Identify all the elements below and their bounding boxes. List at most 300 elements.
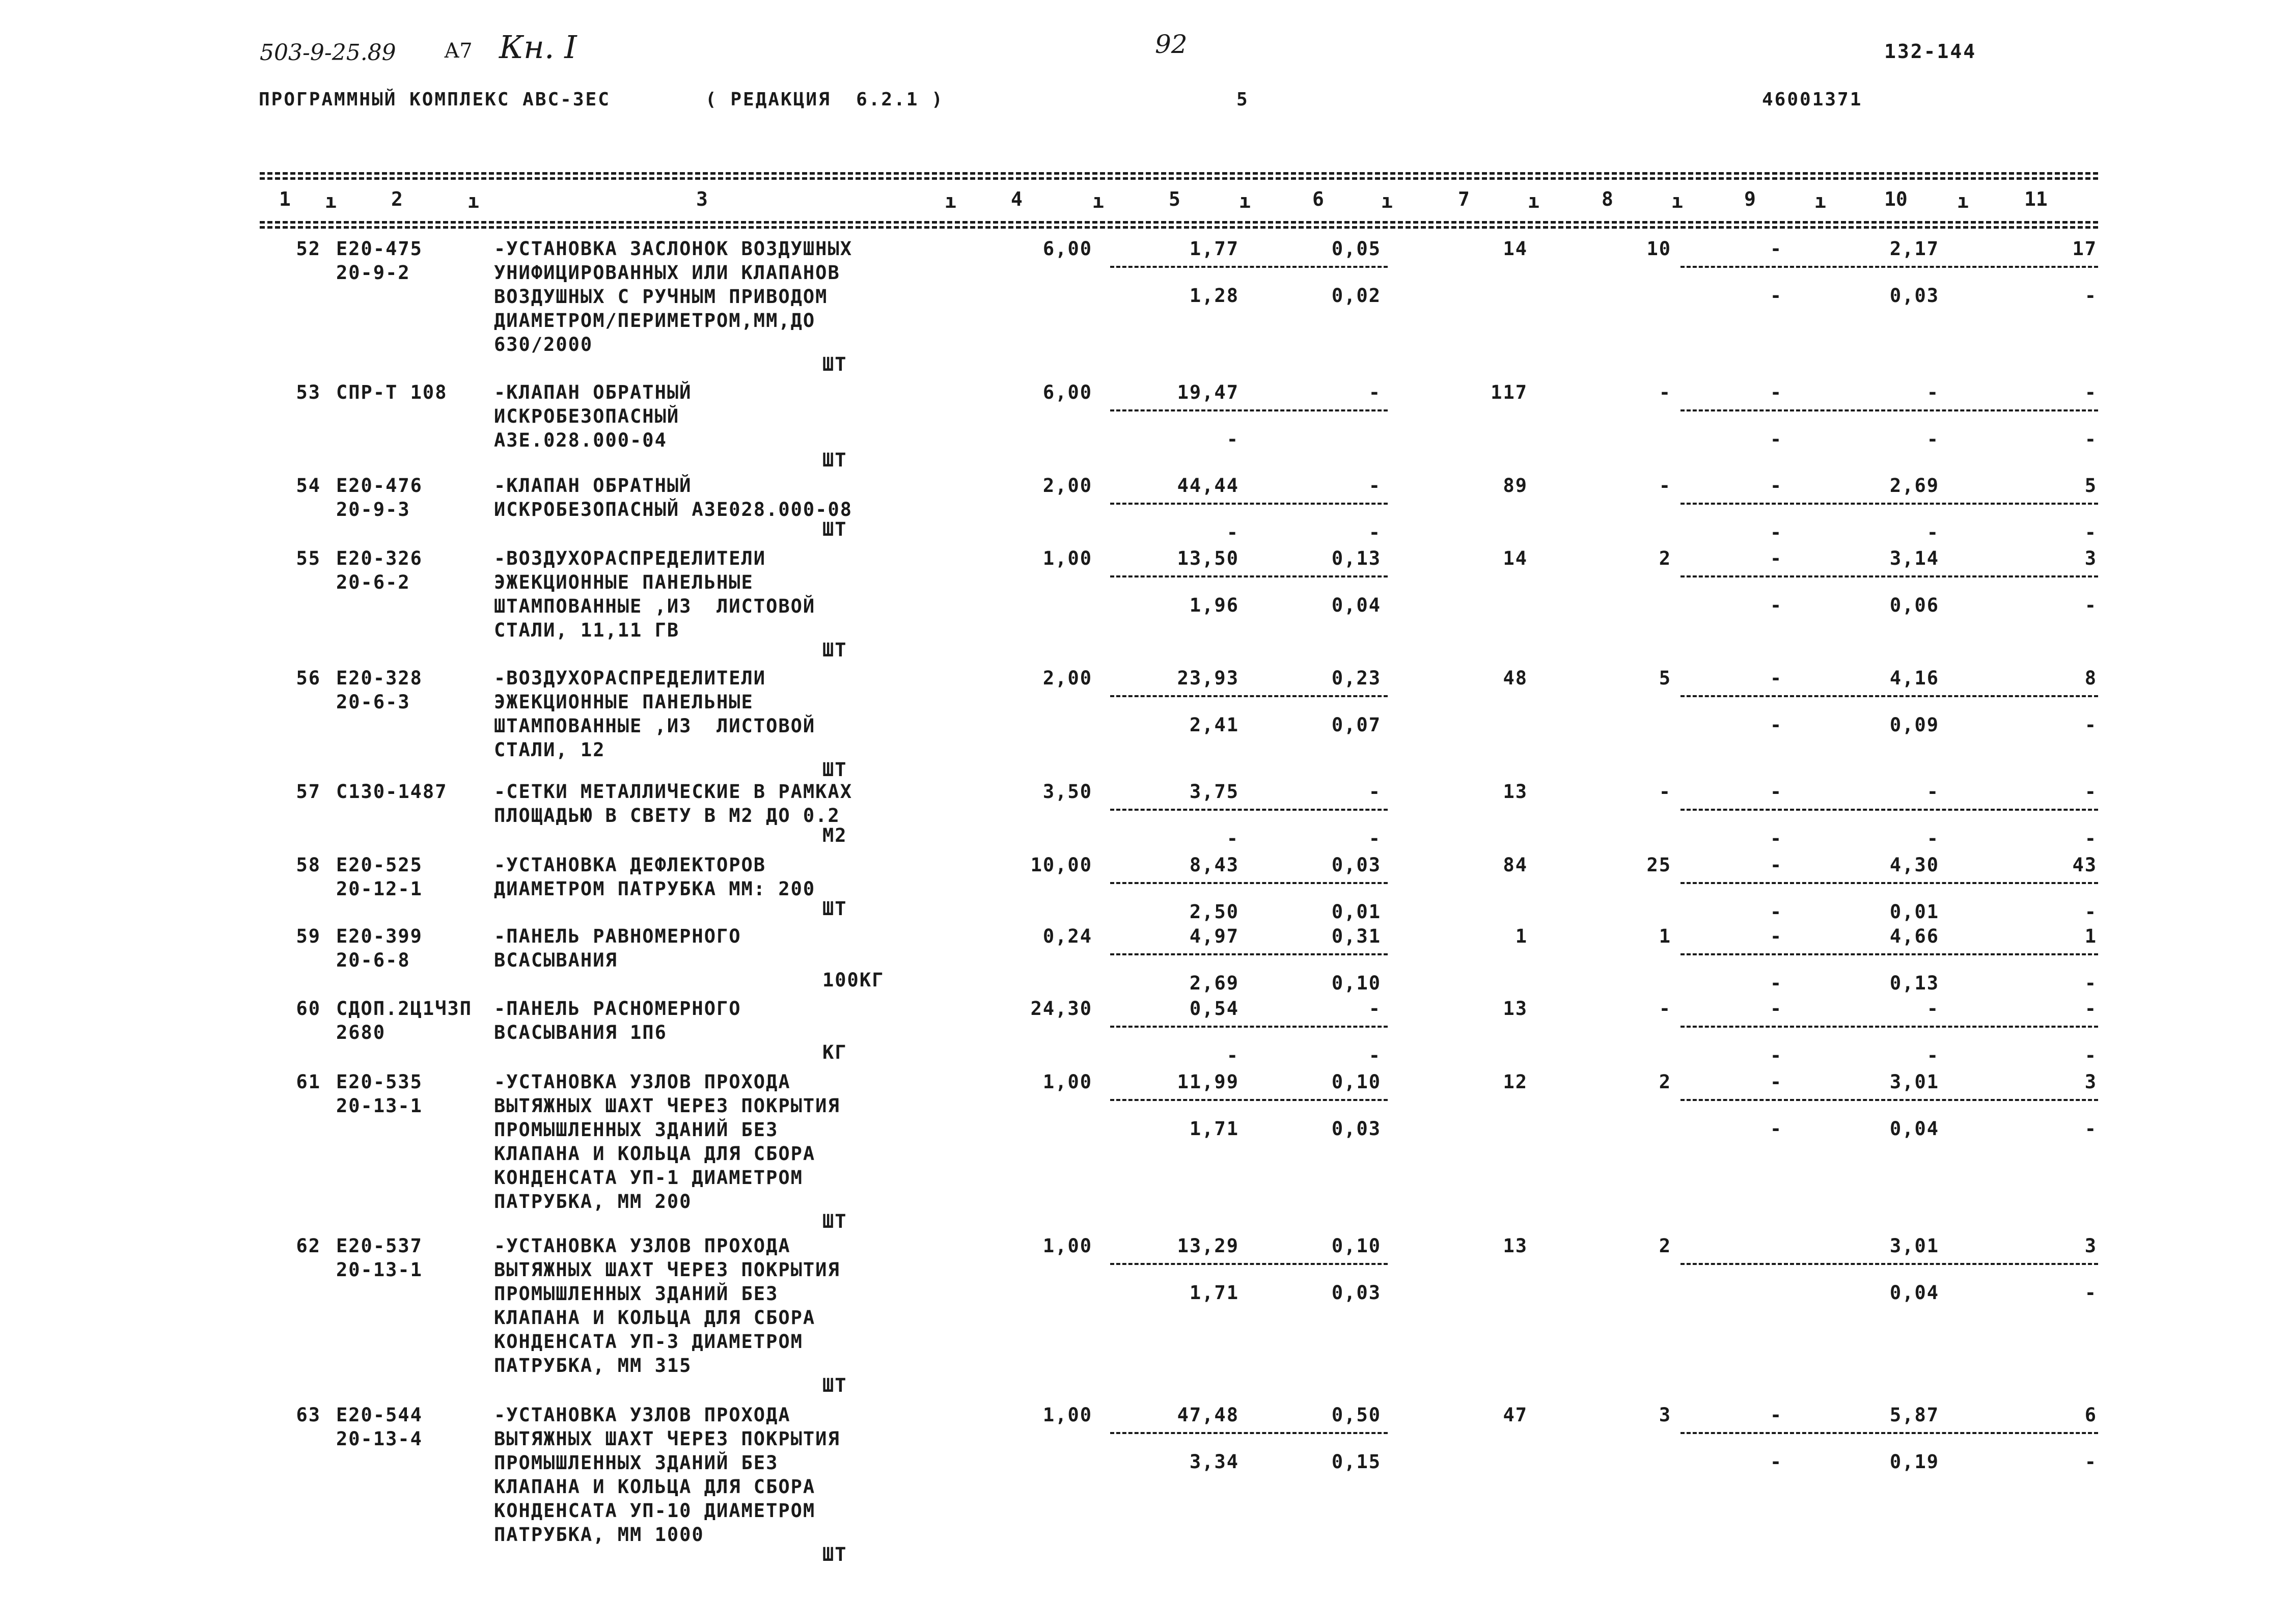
- description-line: -УСТАНОВКА УЗЛОВ ПРОХОДА: [494, 1235, 791, 1257]
- cell-c11: -: [2084, 1282, 2097, 1304]
- description-line: ЭЖЕКЦИОННЫЕ ПАНЕЛЬНЫЕ: [494, 571, 754, 593]
- cell-c9: -: [1770, 521, 1783, 543]
- cell-c10: -: [1926, 781, 1939, 803]
- cell-c6: -: [1368, 521, 1381, 543]
- cell-c11: 17: [2072, 238, 2097, 260]
- row-number: 53: [296, 381, 321, 403]
- value-divider-rule: [1681, 695, 2098, 697]
- description-line: -УСТАНОВКА ЗАСЛОНОК ВОЗДУШНЫХ: [494, 238, 853, 260]
- norm-code: Е20-535: [336, 1071, 423, 1093]
- cell-c10: 4,66: [1889, 925, 1939, 947]
- value-divider-rule: [1681, 409, 2098, 411]
- cell-c9: -: [1770, 475, 1783, 497]
- cell-c5: -: [1226, 521, 1239, 543]
- description-line: -ПАНЕЛЬ РАСНОМЕРНОГО: [494, 998, 741, 1020]
- cell-c6: 0,50: [1331, 1404, 1381, 1426]
- description-line: ЭЖЕКЦИОННЫЕ ПАНЕЛЬНЫЕ: [494, 691, 754, 713]
- cell-c10: 2,69: [1889, 475, 1939, 497]
- norm-code: Е20-475: [336, 238, 423, 260]
- cell-c10: 0,04: [1889, 1118, 1939, 1140]
- unit-of-measure: ШТ: [822, 759, 847, 781]
- description-line: 630/2000: [494, 334, 593, 355]
- quantity: 6,00: [1042, 238, 1092, 260]
- quantity: 1,00: [1042, 1404, 1092, 1426]
- norm-code: Е20-326: [336, 547, 423, 569]
- value-divider-rule: [1681, 503, 2098, 505]
- value-divider-rule: [1681, 266, 2098, 268]
- cell-c5: 1,77: [1189, 238, 1239, 260]
- cell-c6: -: [1368, 1044, 1381, 1066]
- value-divider-rule: [1681, 1263, 2098, 1265]
- norm-code: Е20-476: [336, 475, 423, 497]
- value-divider-rule: [1110, 503, 1388, 505]
- cell-c6: 0,31: [1331, 925, 1381, 947]
- norm-code: СДОП.2Ц1Ч3П: [336, 998, 473, 1020]
- cell-c8: 25: [1646, 854, 1671, 876]
- col-header: 3: [696, 188, 708, 210]
- cell-c11: 8: [2084, 667, 2097, 689]
- cell-c9: -: [1770, 547, 1783, 569]
- unit-of-measure: КГ: [822, 1041, 847, 1063]
- description-line: КОНДЕНСАТА УП-1 ДИАМЕТРОМ: [494, 1167, 803, 1189]
- cell-c6: 0,07: [1331, 714, 1381, 736]
- col-separator: ı: [945, 190, 956, 212]
- cell-c9: -: [1770, 428, 1783, 450]
- description-line: СТАЛИ, 12: [494, 739, 605, 761]
- cell-c9: -: [1770, 998, 1783, 1020]
- page-handwritten: 92: [1155, 30, 1188, 59]
- description-line: ПЛОЩАДЬЮ В СВЕТУ В М2 ДО 0.2: [494, 805, 840, 827]
- cell-c5: 0,54: [1189, 998, 1239, 1020]
- description-line: -ВОЗДУХОРАСПРЕДЕЛИТЕЛИ: [494, 667, 766, 689]
- norm-code: 20-9-2: [336, 262, 410, 284]
- cell-c10: -: [1926, 998, 1939, 1020]
- cell-c7: 1: [1515, 925, 1528, 947]
- cell-c7: 84: [1503, 854, 1528, 876]
- quantity: 3,50: [1042, 781, 1092, 803]
- quantity: 1,00: [1042, 1071, 1092, 1093]
- cell-c10: 0,13: [1889, 972, 1939, 994]
- description-line: ИСКРОБЕЗОПАСНЫЙ: [494, 405, 680, 427]
- document-code: 503-9-25.89: [260, 40, 396, 66]
- norm-code: Е20-537: [336, 1235, 423, 1257]
- cell-c6: 0,10: [1331, 1235, 1381, 1257]
- norm-code: Е20-328: [336, 667, 423, 689]
- cell-c9: -: [1770, 781, 1783, 803]
- description-line: ДИАМЕТРОМ/ПЕРИМЕТРОМ,ММ,ДО: [494, 310, 816, 332]
- description-line: КОНДЕНСАТА УП-10 ДИАМЕТРОМ: [494, 1500, 816, 1522]
- cell-c10: 0,06: [1889, 594, 1939, 616]
- cell-c11: -: [2084, 972, 2097, 994]
- description-line: КЛАПАНА И КОЛЬЦА ДЛЯ СБОРА: [494, 1476, 816, 1498]
- cell-c5: 8,43: [1189, 854, 1239, 876]
- col-header: 8: [1602, 188, 1613, 210]
- cell-c11: 6: [2084, 1404, 2097, 1426]
- cell-c11: -: [2084, 381, 2097, 403]
- cell-c10: 0,03: [1889, 285, 1939, 307]
- cell-c5: 13,50: [1177, 547, 1239, 569]
- quantity: 6,00: [1042, 381, 1092, 403]
- col-separator: ı: [1957, 190, 1969, 212]
- cell-c9: -: [1770, 714, 1783, 736]
- description-line: ШТАМПОВАННЫЕ ,ИЗ ЛИСТОВОЙ: [494, 715, 816, 737]
- cell-c9: -: [1770, 381, 1783, 403]
- description-line: -СЕТКИ МЕТАЛЛИЧЕСКИЕ В РАМКАХ: [494, 781, 853, 803]
- value-divider-rule: [1681, 1099, 2098, 1101]
- cell-c6: 0,04: [1331, 594, 1381, 616]
- value-divider-rule: [1110, 882, 1388, 884]
- value-divider-rule: [1110, 1099, 1388, 1101]
- quantity: 1,00: [1042, 1235, 1092, 1257]
- header-bottom-rule: [260, 221, 2098, 224]
- value-divider-rule: [1110, 809, 1388, 811]
- header-bottom-rule-2: [260, 226, 2098, 229]
- description-line: ПАТРУБКА, ММ 1000: [494, 1524, 704, 1546]
- cell-c8: -: [1659, 998, 1671, 1020]
- cell-c5: 2,50: [1189, 901, 1239, 923]
- description-line: -УСТАНОВКА УЗЛОВ ПРОХОДА: [494, 1404, 791, 1426]
- norm-code: 20-9-3: [336, 499, 410, 520]
- cell-c5: 1,71: [1189, 1118, 1239, 1140]
- cell-c11: 43: [2072, 854, 2097, 876]
- col-header: 2: [391, 188, 403, 210]
- description-line: -КЛАПАН ОБРАТНЫЙ: [494, 475, 692, 497]
- cell-c5: 4,97: [1189, 925, 1239, 947]
- cell-c6: 0,10: [1331, 972, 1381, 994]
- cell-c10: 0,01: [1889, 901, 1939, 923]
- cell-c11: -: [2084, 521, 2097, 543]
- cell-c6: -: [1368, 781, 1381, 803]
- cell-c5: -: [1226, 428, 1239, 450]
- value-divider-rule: [1110, 266, 1388, 268]
- row-number: 59: [296, 925, 321, 947]
- cell-c11: 5: [2084, 475, 2097, 497]
- description-line: ДИАМЕТРОМ ПАТРУБКА ММ: 200: [494, 878, 816, 900]
- cell-c8: 3: [1659, 1404, 1671, 1426]
- cell-c7: 47: [1503, 1404, 1528, 1426]
- description-line: УНИФИЦИРОВАННЫХ ИЛИ КЛАПАНОВ: [494, 262, 840, 284]
- unit-of-measure: ШТ: [822, 1374, 847, 1396]
- description-line: -ВОЗДУХОРАСПРЕДЕЛИТЕЛИ: [494, 547, 766, 569]
- unit-of-measure: ШТ: [822, 1210, 847, 1232]
- cell-c5: 23,93: [1177, 667, 1239, 689]
- description-line: -УСТАНОВКА УЗЛОВ ПРОХОДА: [494, 1071, 791, 1093]
- value-divider-rule: [1681, 882, 2098, 884]
- unit-of-measure: ШТ: [822, 353, 847, 375]
- cell-c7: 89: [1503, 475, 1528, 497]
- value-divider-rule: [1681, 575, 2098, 577]
- cell-c9: -: [1770, 1044, 1783, 1066]
- cell-c5: 47,48: [1177, 1404, 1239, 1426]
- cell-c10: 4,16: [1889, 667, 1939, 689]
- cell-c11: -: [2084, 714, 2097, 736]
- cell-c10: -: [1926, 521, 1939, 543]
- value-divider-rule: [1681, 1026, 2098, 1028]
- cell-c9: -: [1770, 1071, 1783, 1093]
- cell-c6: -: [1368, 381, 1381, 403]
- norm-code: 20-12-1: [336, 878, 423, 900]
- cell-c10: -: [1926, 381, 1939, 403]
- cell-c6: 0,15: [1331, 1451, 1381, 1473]
- cell-c5: -: [1226, 828, 1239, 849]
- value-divider-rule: [1110, 409, 1388, 411]
- cell-c8: 1: [1659, 925, 1671, 947]
- norm-code: Е20-544: [336, 1404, 423, 1426]
- cell-c10: 0,04: [1889, 1282, 1939, 1304]
- norm-code: 2680: [336, 1022, 386, 1043]
- sheet-ref: А7: [444, 39, 473, 63]
- table-top-rule: [260, 172, 2098, 175]
- norm-code: СПР-Т 108: [336, 381, 448, 403]
- table-top-rule-2: [260, 177, 2098, 180]
- col-header: 4: [1011, 188, 1023, 210]
- value-divider-rule: [1110, 1263, 1388, 1265]
- col-header: 11: [2024, 188, 2048, 210]
- description-line: ВЫТЯЖНЫХ ШАХТ ЧЕРЕЗ ПОКРЫТИЯ: [494, 1428, 840, 1450]
- cell-c10: 2,17: [1889, 238, 1939, 260]
- row-number: 54: [296, 475, 321, 497]
- cell-c11: 3: [2084, 547, 2097, 569]
- cell-c9: -: [1770, 828, 1783, 849]
- cell-c10: 3,01: [1889, 1235, 1939, 1257]
- description-line: ИСКРОБЕЗОПАСНЫЙ АЗЕ028.000-08: [494, 499, 853, 520]
- cell-c6: 0,23: [1331, 667, 1381, 689]
- norm-code: 20-6-2: [336, 571, 410, 593]
- unit-of-measure: М2: [822, 824, 847, 846]
- cell-c5: 19,47: [1177, 381, 1239, 403]
- cell-c6: 0,13: [1331, 547, 1381, 569]
- cell-c9: -: [1770, 1118, 1783, 1140]
- cell-c11: 3: [2084, 1235, 2097, 1257]
- cell-c5: 13,29: [1177, 1235, 1239, 1257]
- cell-c6: 0,03: [1331, 854, 1381, 876]
- cell-c11: -: [2084, 1044, 2097, 1066]
- cell-c5: 11,99: [1177, 1071, 1239, 1093]
- cell-c7: 48: [1503, 667, 1528, 689]
- cell-c10: 3,14: [1889, 547, 1939, 569]
- cell-c11: 3: [2084, 1071, 2097, 1093]
- description-line: КЛАПАНА И КОЛЬЦА ДЛЯ СБОРА: [494, 1143, 816, 1165]
- cell-c7: 117: [1491, 381, 1528, 403]
- cell-c10: -: [1926, 428, 1939, 450]
- row-number: 58: [296, 854, 321, 876]
- col-separator: ı: [1528, 190, 1539, 212]
- cell-c6: 0,01: [1331, 901, 1381, 923]
- cell-c5: 44,44: [1177, 475, 1239, 497]
- description-line: ВОЗДУШНЫХ С РУЧНЫМ ПРИВОДОМ: [494, 286, 828, 308]
- col-separator: ı: [325, 190, 337, 212]
- cell-c10: 0,09: [1889, 714, 1939, 736]
- description-line: -ПАНЕЛЬ РАВНОМЕРНОГО: [494, 925, 741, 947]
- value-divider-rule: [1110, 695, 1388, 697]
- row-number: 60: [296, 998, 321, 1020]
- cell-c11: -: [2084, 828, 2097, 849]
- row-number: 56: [296, 667, 321, 689]
- cell-c8: -: [1659, 781, 1671, 803]
- col-separator: ı: [1671, 190, 1683, 212]
- cell-c8: 2: [1659, 1235, 1671, 1257]
- row-number: 62: [296, 1235, 321, 1257]
- value-divider-rule: [1681, 809, 2098, 811]
- cell-c7: 14: [1503, 547, 1528, 569]
- edition-label: ( РЕДАКЦИЯ 6.2.1 ): [705, 89, 944, 110]
- book-number: Кн. I: [499, 29, 577, 66]
- cell-c6: -: [1368, 998, 1381, 1020]
- description-line: ПРОМЫШЛЕННЫХ ЗДАНИЙ БЕЗ: [494, 1283, 779, 1305]
- row-number: 52: [296, 238, 321, 260]
- cell-c10: 4,30: [1889, 854, 1939, 876]
- cell-c9: -: [1770, 594, 1783, 616]
- norm-code: 20-13-1: [336, 1259, 423, 1281]
- col-separator: ı: [1239, 190, 1251, 212]
- norm-code: С130-1487: [336, 781, 448, 803]
- norm-code: Е20-399: [336, 925, 423, 947]
- cell-c6: 0,02: [1331, 285, 1381, 307]
- description-line: АЗЕ.028.000-04: [494, 429, 667, 451]
- norm-code: 20-13-4: [336, 1428, 423, 1450]
- description-line: ПАТРУБКА, ММ 200: [494, 1191, 692, 1213]
- cell-c9: -: [1770, 285, 1783, 307]
- description-line: ПАТРУБКА, ММ 315: [494, 1355, 692, 1377]
- value-divider-rule: [1110, 1432, 1388, 1434]
- quantity: 2,00: [1042, 475, 1092, 497]
- cell-c10: 0,19: [1889, 1451, 1939, 1473]
- value-divider-rule: [1110, 953, 1388, 955]
- quantity: 10,00: [1030, 854, 1092, 876]
- row-number: 63: [296, 1404, 321, 1426]
- cell-c9: -: [1770, 901, 1783, 923]
- value-divider-rule: [1681, 1432, 2098, 1434]
- quantity: 0,24: [1042, 925, 1092, 947]
- row-number: 55: [296, 547, 321, 569]
- col-header: 10: [1884, 188, 1908, 210]
- cell-c5: 2,41: [1189, 714, 1239, 736]
- cell-c8: 10: [1646, 238, 1671, 260]
- row-number: 61: [296, 1071, 321, 1093]
- page-range: 132-144: [1884, 40, 1977, 63]
- cell-c7: 13: [1503, 998, 1528, 1020]
- col-separator: ı: [467, 190, 479, 212]
- cell-c9: -: [1770, 925, 1783, 947]
- description-line: ШТАМПОВАННЫЕ ,ИЗ ЛИСТОВОЙ: [494, 595, 816, 617]
- cell-c7: 13: [1503, 1235, 1528, 1257]
- value-divider-rule: [1681, 953, 2098, 955]
- cell-c7: 12: [1503, 1071, 1528, 1093]
- cell-c8: 5: [1659, 667, 1671, 689]
- cell-c5: 1,96: [1189, 594, 1239, 616]
- value-divider-rule: [1110, 575, 1388, 577]
- description-line: -УСТАНОВКА ДЕФЛЕКТОРОВ: [494, 854, 766, 876]
- cell-c7: 14: [1503, 238, 1528, 260]
- quantity: 1,00: [1042, 547, 1092, 569]
- quantity: 2,00: [1042, 667, 1092, 689]
- cell-c9: -: [1770, 854, 1783, 876]
- cell-c9: -: [1770, 667, 1783, 689]
- cell-c11: -: [2084, 594, 2097, 616]
- cell-c11: -: [2084, 901, 2097, 923]
- cell-c8: -: [1659, 381, 1671, 403]
- cell-c5: 3,34: [1189, 1451, 1239, 1473]
- description-line: ПРОМЫШЛЕННЫХ ЗДАНИЙ БЕЗ: [494, 1119, 779, 1141]
- cell-c10: 3,01: [1889, 1071, 1939, 1093]
- col-header: 9: [1744, 188, 1756, 210]
- cell-c8: -: [1659, 475, 1671, 497]
- cell-c5: 2,69: [1189, 972, 1239, 994]
- cell-c8: 2: [1659, 547, 1671, 569]
- cell-c6: -: [1368, 828, 1381, 849]
- col-header: 7: [1458, 188, 1470, 210]
- norm-code: Е20-525: [336, 854, 423, 876]
- page-number: 5: [1236, 89, 1249, 110]
- cell-c9: -: [1770, 1451, 1783, 1473]
- cell-c5: 1,71: [1189, 1282, 1239, 1304]
- unit-of-measure: 100КГ: [822, 969, 885, 991]
- cell-c6: 0,05: [1331, 238, 1381, 260]
- col-separator: ı: [1092, 190, 1104, 212]
- description-line: -КЛАПАН ОБРАТНЫЙ: [494, 381, 692, 403]
- cell-c7: 13: [1503, 781, 1528, 803]
- cell-c11: 1: [2084, 925, 2097, 947]
- cell-c9: -: [1770, 972, 1783, 994]
- cell-c8: 2: [1659, 1071, 1671, 1093]
- cell-c11: -: [2084, 781, 2097, 803]
- unit-of-measure: ШТ: [822, 1544, 847, 1565]
- cell-c9: -: [1770, 1404, 1783, 1426]
- cell-c11: -: [2084, 1118, 2097, 1140]
- cell-c11: -: [2084, 998, 2097, 1020]
- cell-c6: 0,03: [1331, 1118, 1381, 1140]
- cell-c5: 3,75: [1189, 781, 1239, 803]
- unit-of-measure: ШТ: [822, 518, 847, 540]
- cell-c10: -: [1926, 828, 1939, 849]
- cell-c5: 1,28: [1189, 285, 1239, 307]
- norm-code: 20-6-8: [336, 949, 410, 971]
- cell-c6: -: [1368, 475, 1381, 497]
- description-line: ВЫТЯЖНЫХ ШАХТ ЧЕРЕЗ ПОКРЫТИЯ: [494, 1259, 840, 1281]
- col-separator: ı: [1814, 190, 1826, 212]
- description-line: КЛАПАНА И КОЛЬЦА ДЛЯ СБОРА: [494, 1307, 816, 1329]
- description-line: КОНДЕНСАТА УП-3 ДИАМЕТРОМ: [494, 1331, 803, 1353]
- cell-c10: 5,87: [1889, 1404, 1939, 1426]
- col-header: 6: [1312, 188, 1324, 210]
- cell-c5: -: [1226, 1044, 1239, 1066]
- program-title: ПРОГРАММНЫЙ КОМПЛЕКС АВС-3ЕС: [259, 89, 611, 110]
- cell-c11: -: [2084, 285, 2097, 307]
- cell-c11: -: [2084, 1451, 2097, 1473]
- quantity: 24,30: [1030, 998, 1092, 1020]
- value-divider-rule: [1110, 1026, 1388, 1028]
- unit-of-measure: ШТ: [822, 449, 847, 471]
- description-line: ВЫТЯЖНЫХ ШАХТ ЧЕРЕЗ ПОКРЫТИЯ: [494, 1095, 840, 1117]
- col-header: 5: [1169, 188, 1180, 210]
- cell-c6: 0,10: [1331, 1071, 1381, 1093]
- description-line: ПРОМЫШЛЕННЫХ ЗДАНИЙ БЕЗ: [494, 1452, 779, 1474]
- description-line: ВСАСЫВАНИЯ 1П6: [494, 1022, 667, 1043]
- cell-c10: -: [1926, 1044, 1939, 1066]
- description-line: СТАЛИ, 11,11 ГВ: [494, 619, 680, 641]
- unit-of-measure: ШТ: [822, 898, 847, 920]
- cell-c11: -: [2084, 428, 2097, 450]
- document-id: 46001371: [1762, 89, 1863, 110]
- norm-code: 20-13-1: [336, 1095, 423, 1117]
- description-line: ВСАСЫВАНИЯ: [494, 949, 618, 971]
- col-header: 1: [279, 188, 291, 210]
- norm-code: 20-6-3: [336, 691, 410, 713]
- unit-of-measure: ШТ: [822, 639, 847, 661]
- cell-c6: 0,03: [1331, 1282, 1381, 1304]
- col-separator: ı: [1381, 190, 1393, 212]
- cell-c9: -: [1770, 238, 1783, 260]
